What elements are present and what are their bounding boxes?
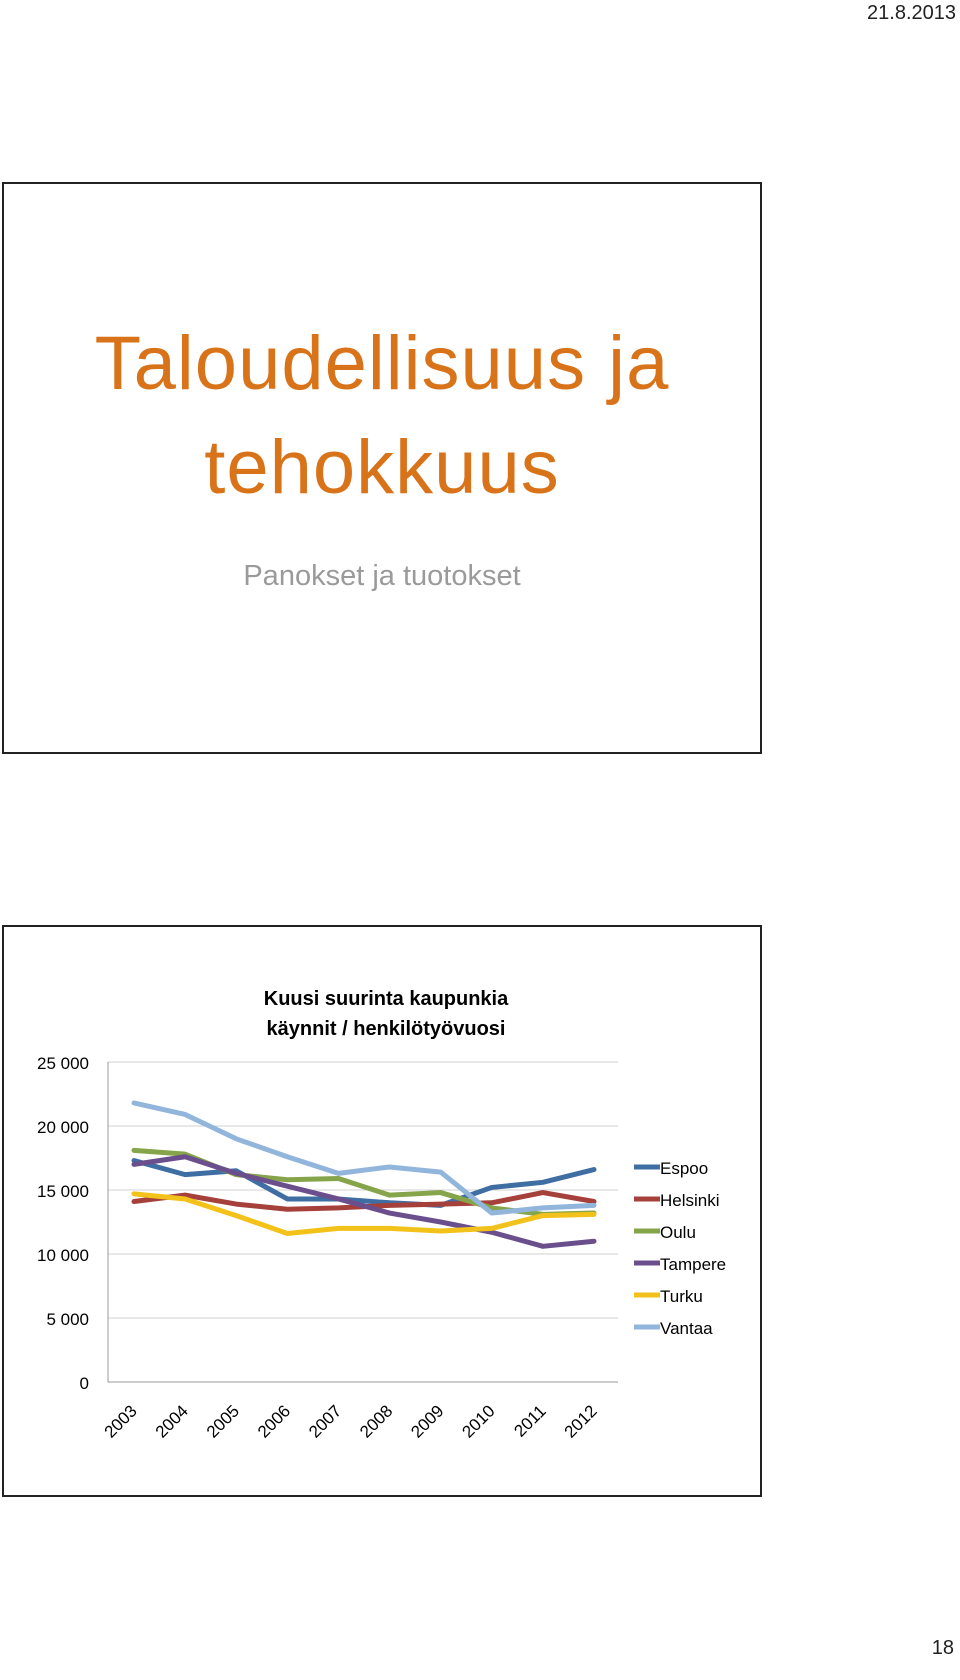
chart-title-line-1: Kuusi suurinta kaupunkia	[263, 988, 509, 1010]
x-tick-label-2010: 2010	[458, 1401, 499, 1442]
legend-label-oulu: Oulu	[660, 1223, 696, 1242]
slide-title-line-2: tehokkuus	[204, 425, 560, 510]
y-tick-label-1: 5 000	[46, 1310, 89, 1329]
x-tick-label-2009: 2009	[407, 1401, 448, 1442]
x-tick-label-2008: 2008	[356, 1401, 397, 1442]
legend-label-tampere: Tampere	[660, 1255, 727, 1274]
chart-slide	[2, 925, 762, 1497]
x-tick-label-2012: 2012	[560, 1401, 601, 1442]
x-tick-label-2005: 2005	[202, 1401, 244, 1442]
y-tick-label-3: 15 000	[37, 1182, 89, 1201]
title-slide	[2, 182, 762, 754]
slide-title	[4, 312, 760, 520]
x-tick-label-2007: 2007	[305, 1401, 346, 1442]
legend-label-espoo: Espoo	[660, 1159, 709, 1178]
chart-title-line-2: käynnit / henkilötyövuosi	[266, 1018, 506, 1040]
x-tick-label-2011: 2011	[510, 1401, 550, 1441]
x-tick-label-2003: 2003	[100, 1401, 141, 1442]
page-number: 18	[931, 1637, 954, 1659]
y-tick-label-0: 0	[79, 1374, 89, 1393]
page-date: 21.8.2013	[867, 2, 956, 24]
legend-label-vantaa: Vantaa	[660, 1319, 713, 1338]
x-tick-label-2006: 2006	[253, 1401, 295, 1442]
line-chart	[4, 927, 760, 1495]
y-tick-label-5: 25 000	[37, 1054, 89, 1073]
x-tick-label-2004: 2004	[151, 1401, 192, 1442]
y-tick-label-2: 10 000	[37, 1246, 89, 1265]
slide-subtitle: Panokset ja tuotokset	[243, 560, 521, 592]
y-tick-label-4: 20 000	[37, 1118, 89, 1137]
legend-label-turku: Turku	[660, 1287, 703, 1306]
legend-label-helsinki: Helsinki	[660, 1191, 720, 1210]
slide-title-line-1: Taloudellisuus ja	[94, 321, 670, 406]
